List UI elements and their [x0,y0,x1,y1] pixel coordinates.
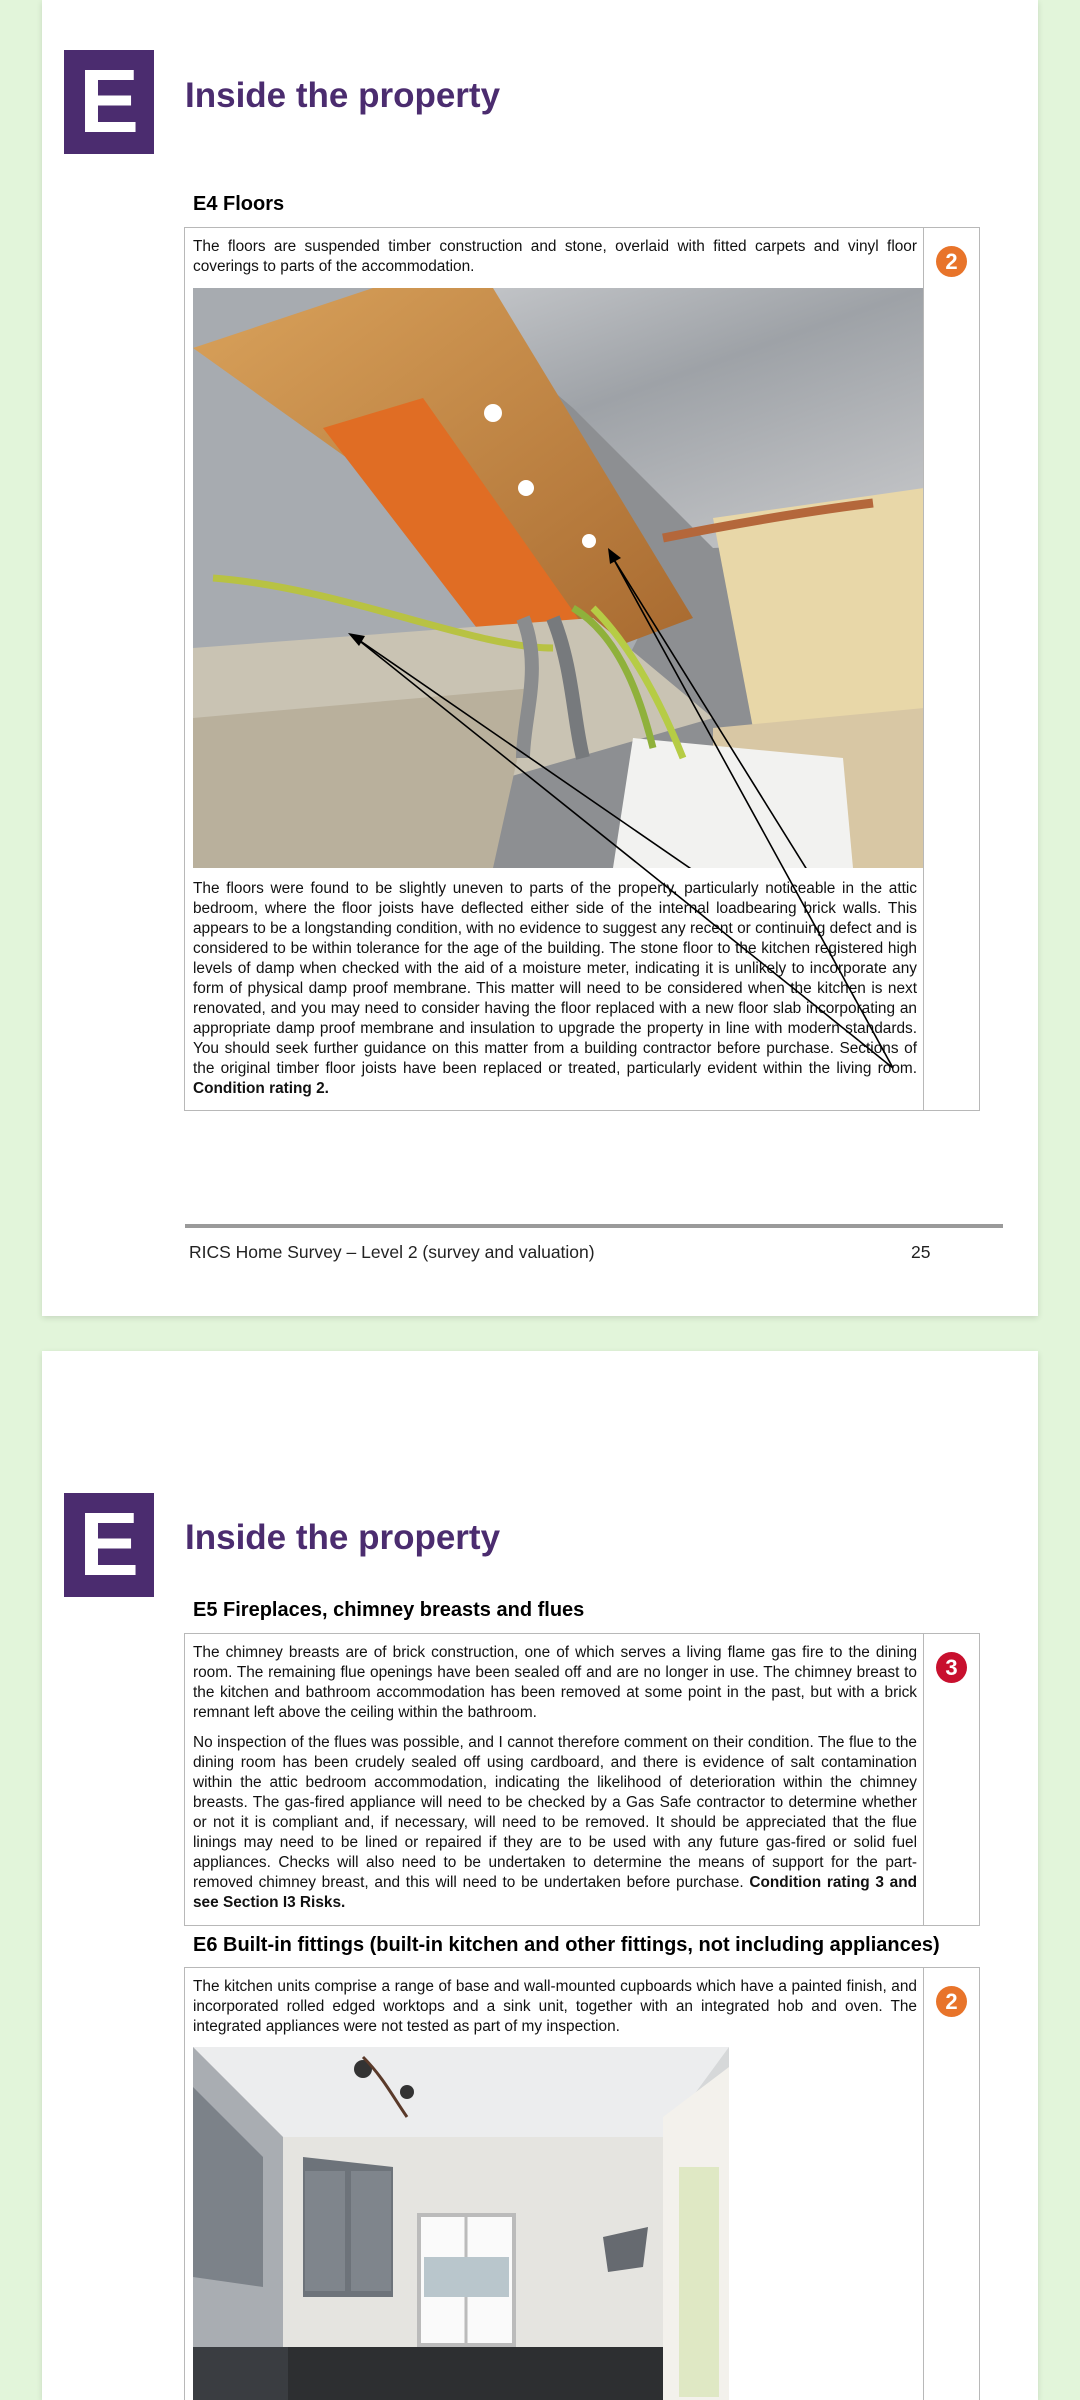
section-letter-block: E [64,50,154,154]
e6-heading: E6 Built-in fittings (built-in kitchen and other fittings, not including appliances) [193,1934,940,1956]
e4-intro-text: The floors are suspended timber construction and stone, overlaid with fitted carpets and vinyl floor coverings to parts of the accommodation. [193,238,917,275]
footer-divider [185,1224,1003,1228]
e6-content-box [184,1967,980,2400]
document-page-1 [42,0,1038,1316]
e5-rating-column [923,1634,979,1925]
condition-rating-badge: 2 [936,1986,967,2017]
page-number: 25 [911,1242,931,1262]
e5-content-box [184,1633,980,1926]
section-title: Inside the property [185,76,501,115]
section-title: Inside the property [185,1518,501,1557]
condition-rating-badge: 3 [936,1652,967,1683]
condition-rating-badge: 2 [936,246,967,277]
e5-condition-rating-text: Condition rating 3 and see Section I3 Risks. [193,1874,917,1911]
e5-para-1: The chimney breasts are of brick construction, one of which serves a living flame gas fire to the dining room. The remaining flue openings have been sealed off and are no longer in use. The chimney breast to the kitchen and bathroom accommodation has been removed at some point in the past, but with a brick remnant left above the ceiling within the bathroom. [193,1644,917,1721]
e4-condition-rating-text: Condition rating 2. [193,1080,329,1097]
kitchen-photo [193,2047,729,2400]
annotation-arrows [193,288,924,1108]
e4-body-main: The floors were found to be slightly uneven to parts of the property, particularly noticeable in the attic bedroom, where the floor joists have deflected either side of the internal loadbearing brick walls. This appears to be a longstanding condition, with no evidence to suggest any recent or continuing defect and is considered to be within tolerance for the age of the building. The stone floor to the kitchen registered high levels of damp when checked with the aid of a moisture meter, indicating it is unlikely to incorporate any form of physical damp proof membrane. This matter will need to be considered when the kitchen is next renovated, and you may need to consider having the floor replaced with a new floor slab incorporating an appropriate damp proof membrane and insulation to upgrade the property in line with modern standards. You should seek further guidance on this matter from a building contractor before purchase. Sections of the original timber floor joists have been replaced or treated, particularly evident within the living room. [193,880,917,1077]
e4-rating-column [923,228,979,1110]
e5-para-2-main: No inspection of the flues was possible, and I cannot therefore comment on their condition. The flue to the dining room has been crudely sealed off using cardboard, and there is evidence of salt contamination within the attic bedroom accommodation, indicating the likelihood of deterioration within the chimney breasts. The gas-fired appliance will need to be checked by a Gas Safe contractor to determine whether or not it is compliant and, if necessary, will need to be removed. It should be appreciated that the flue linings may need to be lined or repaired if they are to be used with any future gas-fired or solid fuel appliances. Checks will also need to be undertaken to determine the means of support for the part-removed chimney breast, and this will need to be undertaken before purchase. [193,1734,917,1891]
section-letter-block: E [64,1493,154,1597]
e4-content-box [184,227,980,1111]
e4-heading: E4 Floors [193,193,285,215]
footer-text: RICS Home Survey – Level 2 (survey and valuation) [189,1242,595,1262]
e5-heading: E5 Fireplaces, chimney breasts and flues [193,1599,585,1621]
e6-para-1: The kitchen units comprise a range of base and wall-mounted cupboards which have a painted finish, and incorporated rolled edged worktops and a sink unit, together with an integrated hob and oven. The integrated appliances were not tested as part of my inspection. [193,1978,917,2035]
e5-para-2 [193,1733,917,1913]
document-page-2 [42,1351,1038,2400]
e6-rating-column [923,1968,979,2400]
